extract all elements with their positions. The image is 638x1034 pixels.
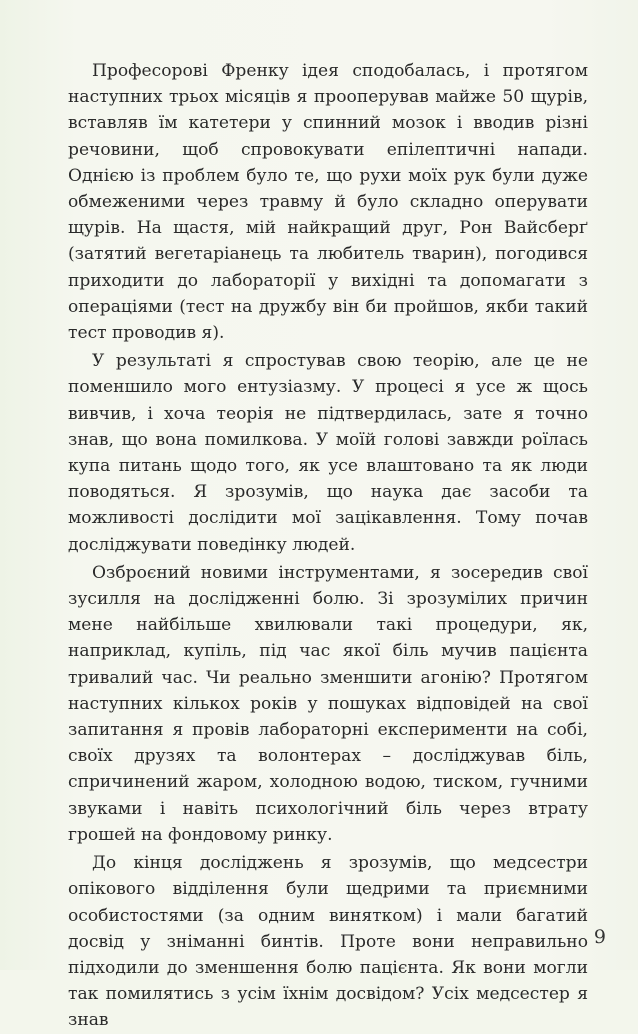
paragraph-1: Професорові Френку ідея сподобалась, і протягом наступних трьох місяців я прооперував майже 50 щурів, вставляв їм катетери у спинний мозок і вводив різні речовини, щоб спровокувати епілептичні напади. Однією із проблем було те, що рухи моїх рук були дуже обмеженими через травму й було складно оперувати щурів. На щастя, мій найкращий друг, Рон Вайсберґ (затятий вегетаріанець та любитель тварин), погодився приходити до лабораторії у вихідні та допомагати з операціями (тест на дружбу він би пройшов, якби такий тест проводив я).: [68, 61, 588, 344]
paragraph-4: До кінця досліджень я зрозумів, що медсестри опікового відділення були щедрими та приємними особистостями (за одним винятком) і мали багатий досвід у зніманні бинтів. Проте вони неправильно підходили до зменшення болю пацієнта. Як вони могли так помилятись з усім їхнім досвідом? Усіх медсестер я знав: [68, 853, 588, 1031]
body-text: [68, 58, 588, 1034]
paragraph-3: Озброєний новими інструментами, я зосередив свої зусилля на дослідженні болю. Зі зрозумілих причин мене найбільше хвилювали такі процедури, як, наприклад, купіль, під час якої біль мучив пацієнта тривалий час. Чи реально зменшити агонію? Протягом наступних кількох років у пошуках відповідей на свої запитання я провів лабораторні експерименти на собі, своїх друзях та волонтерах – досліджував біль, спричинений жаром, холодною водою, тиском, гучними звуками і навіть психологічний біль через втрату грошей на фондовому ринку.: [68, 562, 588, 845]
paragraph-2: У результаті я спростував свою теорію, але це не поменшило мого ентузіазму. У процесі я усе ж щось вивчив, і хоча теорія не підтвердилась, зате я точно знав, що вона помилкова. У моїй голові завжди роїлась купа питань щодо того, як усе влаштовано та як люди поводяться. Я зрозумів, що наука дає засоби та можливості дослідити мої зацікавлення. Тому почав досліджувати поведінку людей.: [68, 351, 588, 555]
page-number: 9: [593, 926, 606, 948]
